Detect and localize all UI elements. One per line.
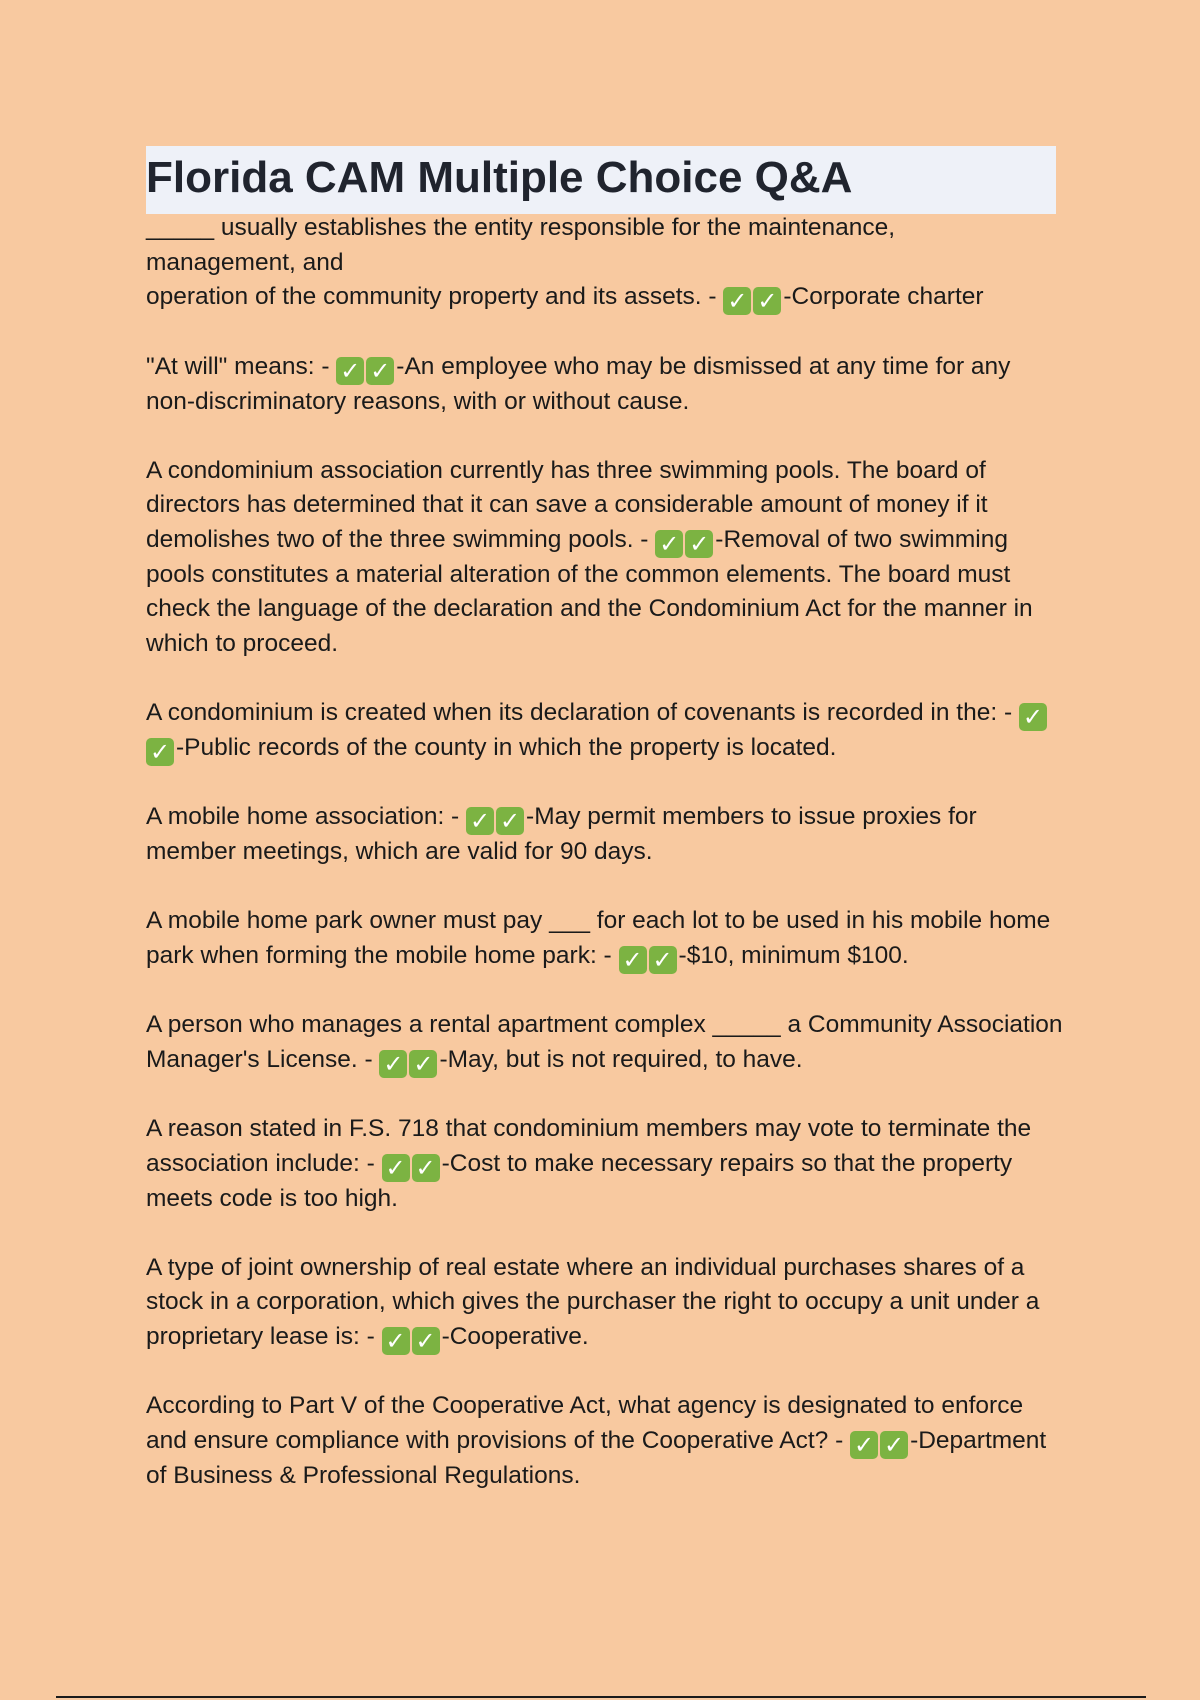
qa-item: [146, 454, 1066, 662]
check-mark-icon: ✓: [382, 1154, 410, 1182]
answer-text: -An employee who may be dismissed at any time for any non-discriminatory reasons, with or without cause.: [146, 352, 1011, 415]
qa-item: [146, 904, 1066, 974]
qa-list: [146, 211, 1066, 1528]
question-text: A person who manages a rental apartment complex _____ a Community Association Manager's License. -: [146, 1011, 1063, 1073]
qa-item: [146, 1251, 1066, 1355]
check-mark-icon: ✓: [379, 1050, 407, 1078]
question-text: management, and: [146, 248, 344, 276]
check-mark-icon: ✓: [412, 1154, 440, 1182]
check-mark-icon: ✓: [412, 1327, 440, 1355]
check-mark-icon: ✓: [850, 1431, 878, 1459]
question-text: According to Part V of the Cooperative Act, what agency is designated to enforce and ensure compliance with provisions of the Cooperative Act? -: [146, 1392, 1024, 1454]
answer-text: -Public records of the county in which the property is located.: [176, 733, 837, 761]
check-mark-icon: ✓: [880, 1431, 908, 1459]
check-mark-icon: ✓: [496, 807, 524, 835]
answer-text: -Corporate charter: [783, 283, 984, 310]
check-mark-icon: ✓: [466, 807, 494, 835]
title-banner: [146, 146, 1056, 214]
check-mark-icon: ✓: [1019, 703, 1047, 731]
answer-text: -Removal of two swimming pools constitutes a material alteration of the common elements. The board must check the language of the declaration and the Condominium Act for the manner in which to proceed.: [146, 525, 1033, 657]
question-text: _____ usually establishes the entity responsible for the maintenance,: [146, 214, 896, 241]
question-text: operation of the community property and its assets. -: [146, 283, 724, 310]
qa-item: [146, 800, 1066, 870]
question-text: A type of joint ownership of real estate where an individual purchases shares of a stock in a corporation, which gives the purchaser the right to occupy a unit under a proprietary lease is: -: [146, 1253, 1040, 1350]
check-mark-icon: ✓: [146, 738, 174, 766]
answer-text: -Cooperative.: [441, 1322, 589, 1350]
answer-text: -May, but is not required, to have.: [439, 1045, 803, 1073]
footer-divider: [56, 1696, 1146, 1698]
check-mark-icon: ✓: [619, 946, 647, 974]
check-mark-icon: ✓: [753, 287, 781, 315]
check-mark-icon: ✓: [685, 530, 713, 558]
page-title: Florida CAM Multiple Choice Q&A: [146, 153, 853, 202]
check-mark-icon: ✓: [366, 357, 394, 385]
answer-text: -Cost to make necessary repairs so that the property meets code is too high.: [146, 1149, 1013, 1212]
check-mark-icon: ✓: [336, 357, 364, 385]
qa-item: [146, 1008, 1066, 1078]
qa-item: [146, 1389, 1066, 1493]
answer-text: -$10, minimum $100.: [678, 941, 909, 969]
qa-item: [146, 696, 1066, 766]
check-mark-icon: ✓: [655, 530, 683, 558]
qa-item: [146, 211, 1066, 315]
question-text: A mobile home association: -: [146, 803, 467, 830]
question-text: A condominium is created when its declaration of covenants is recorded in the: -: [146, 698, 1019, 726]
qa-item: [146, 1112, 1066, 1216]
check-mark-icon: ✓: [382, 1327, 410, 1355]
answer-text: -May permit members to issue proxies for member meetings, which are valid for 90 days.: [146, 803, 977, 865]
question-text: A mobile home park owner must pay ___ for each lot to be used in his mobile home park when forming the mobile home park: -: [146, 907, 1051, 969]
check-mark-icon: ✓: [723, 287, 751, 315]
check-mark-icon: ✓: [649, 946, 677, 974]
qa-item: [146, 350, 1066, 420]
question-text: A condominium association currently has three swimming pools. The board of directors has determined that it can save a considerable amount of money if it demolishes two of the three swimming pools. -: [146, 456, 988, 553]
check-mark-icon: ✓: [409, 1050, 437, 1078]
question-text: "At will" means: -: [146, 352, 337, 380]
question-text: A reason stated in F.S. 718 that condominium members may vote to terminate the association include: -: [146, 1115, 1032, 1177]
answer-text: -Department of Business & Professional Regulations.: [146, 1426, 1047, 1489]
